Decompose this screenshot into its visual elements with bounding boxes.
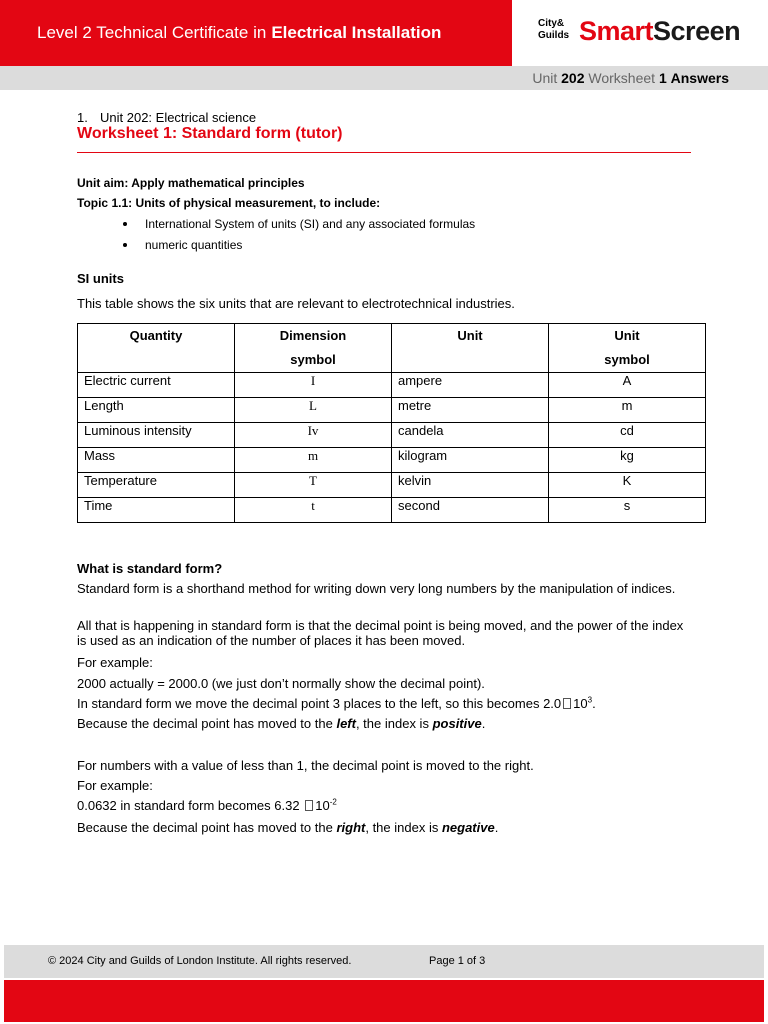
unit-heading-text: Unit 202: Electrical science [100, 110, 257, 125]
table-row: Length L metre m [78, 398, 706, 423]
page-number: Page 1 of 3 [429, 955, 486, 967]
si-units-table [77, 323, 706, 523]
unit-aim: Unit aim: Apply mathematical principles [77, 176, 305, 190]
paragraph-1: Standard form is a shorthand method for writing down very long numbers by the manipulation of indices. [77, 581, 676, 596]
paragraph-6: Because the decimal point has moved to the left, the index is positive. [77, 716, 486, 731]
bullet-item: International System of units (SI) and any associated formulas [145, 216, 475, 237]
logo-guilds-text: Guilds [538, 30, 570, 41]
paragraph-8: For example: [77, 778, 153, 793]
table-row: Luminous intensity Iv candela cd [78, 423, 706, 448]
topic-line: Topic 1.1: Units of physical measurement, to include: [77, 196, 381, 210]
times-glyph-icon [305, 800, 313, 811]
course-title-prefix: Level 2 Technical Certificate in [37, 23, 267, 42]
paragraph-3: For example: [77, 655, 153, 670]
si-intro: This table shows the six units that are relevant to electrotechnical industries. [77, 296, 515, 311]
logo-smart-text: Smart [579, 16, 654, 46]
table-header-row [78, 324, 706, 373]
copyright-text: © 2024 City and Guilds of London Institute. All rights reserved. [48, 955, 352, 967]
logo-city-text: City& [538, 18, 565, 29]
topic-bullets [145, 216, 475, 258]
bullet-item: numeric quantities [145, 237, 475, 258]
table-row: Temperature T kelvin K [78, 473, 706, 498]
col-quantity: Quantity [78, 324, 235, 373]
smartscreen-logo [579, 14, 740, 48]
list-number: 1. [77, 110, 88, 125]
col-unit-symbol: Unit symbol [549, 324, 706, 373]
paragraph-2: All that is happening in standard form is that the decimal point is being moved, and the power of the index is used as an indication of the number of places it has been moved. [77, 618, 684, 648]
col-unit: Unit [392, 324, 549, 373]
si-heading: SI units [77, 271, 124, 286]
logo-screen-text: Screen [653, 16, 741, 46]
paragraph-4: 2000 actually = 2000.0 (we just don’t normally show the decimal point). [77, 676, 485, 691]
unit-heading [77, 110, 257, 125]
subheader-bar [0, 66, 768, 90]
paragraph-7: For numbers with a value of less than 1, the decimal point is moved to the right. [77, 758, 534, 773]
table-row: Electric current I ampere A [78, 373, 706, 398]
paragraph-9: 0.0632 in standard form becomes 6.32 $10^{-2}$ [77, 797, 337, 813]
city-and-guilds-logo [538, 18, 576, 46]
col-dimension-symbol: Dimension symbol [235, 324, 392, 373]
table-row: Time t second s [78, 498, 706, 523]
paragraph-5: In standard form we move the decimal point 3 places to the left, so this becomes 2.0 $10^3$. [77, 695, 596, 711]
table-row: Mass m kilogram kg [78, 448, 706, 473]
page-title: Worksheet 1: Standard form (tutor) [77, 125, 343, 142]
paragraph-10: Because the decimal point has moved to the right, the index is negative. [77, 820, 499, 835]
title-divider [77, 152, 691, 153]
worksheet-id: Unit 202 Worksheet 1 Answers [532, 70, 729, 86]
footer-red-band [4, 980, 764, 1022]
course-title-bold: Electrical Installation [271, 23, 442, 42]
logo-area [512, 0, 768, 66]
times-glyph-icon [563, 698, 571, 709]
footer-bar [4, 945, 764, 978]
header-banner [0, 0, 512, 66]
standard-form-heading: What is standard form? [77, 561, 223, 576]
